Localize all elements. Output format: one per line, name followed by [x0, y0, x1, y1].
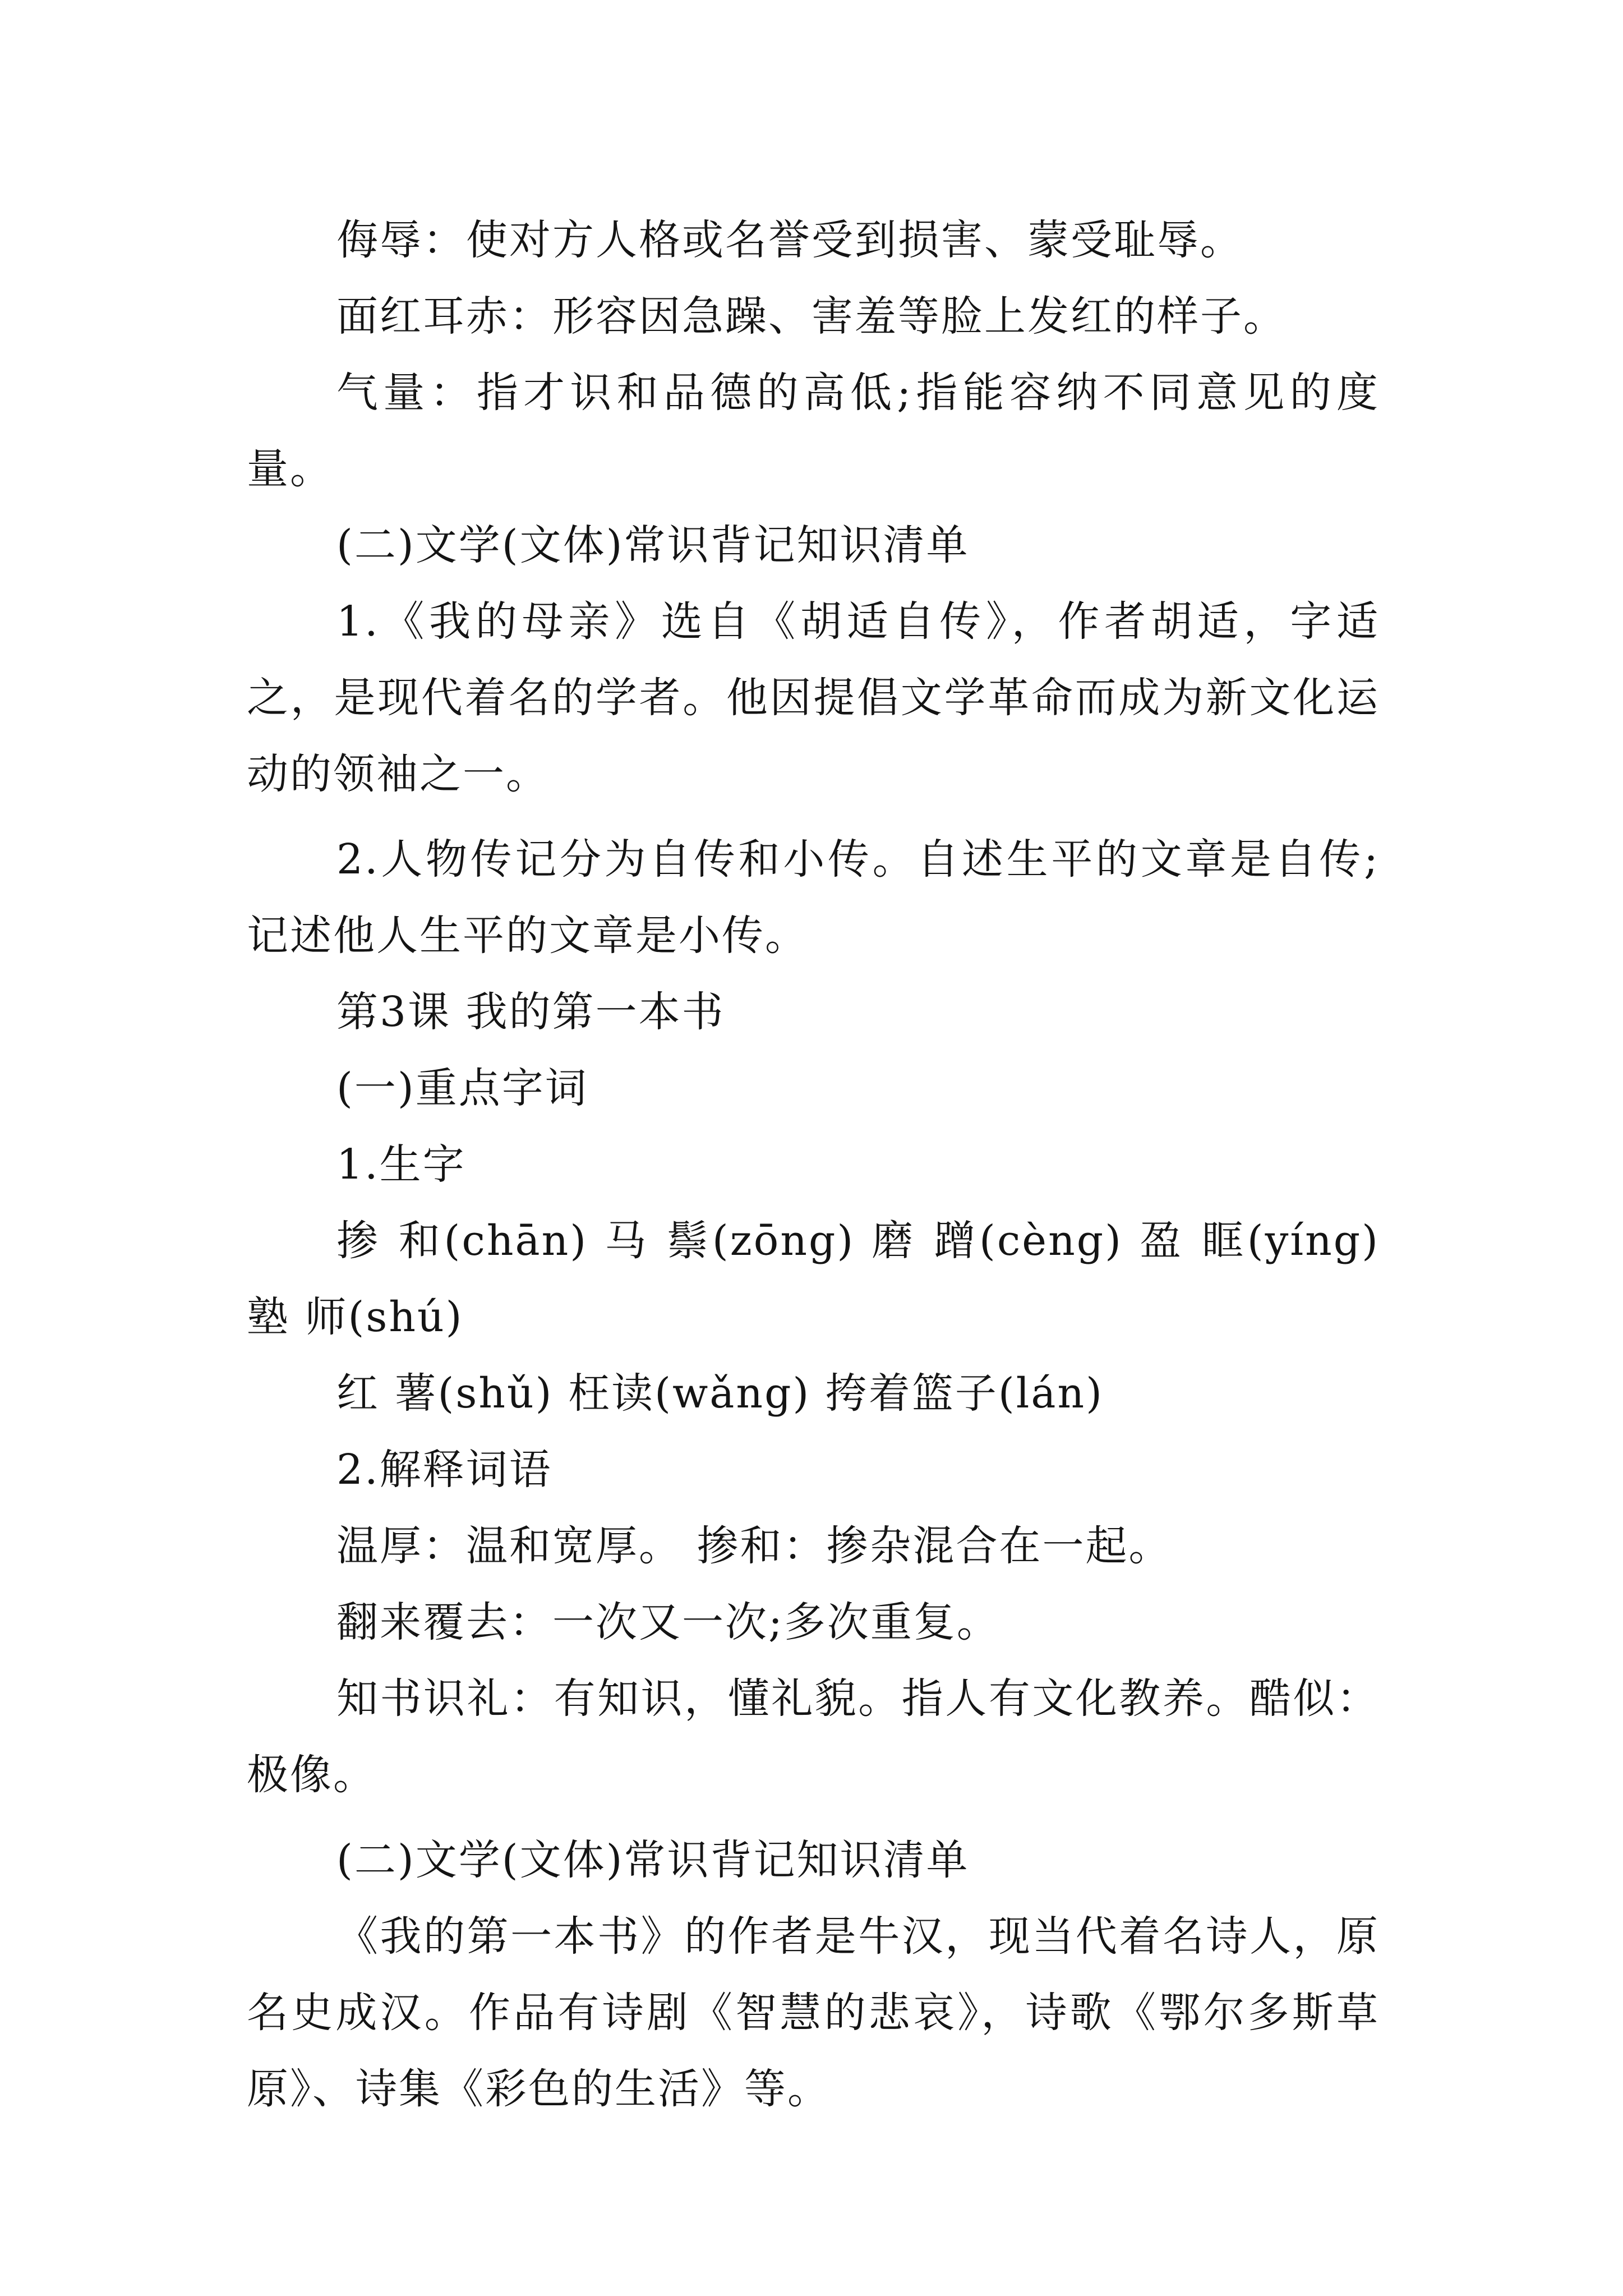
definition-tolerance: 气量：指才识和品德的高低;指能容纳不同意见的度量。 [247, 369, 1380, 493]
section-heading-literature-2: (二)文学(文体)常识背记知识清单 [336, 1836, 970, 1884]
pinyin-list-1: 掺 和(chān) 马 鬃(zōng) 磨 蹭(cèng) 盈 眶(yíng) 塾 师(shú) [247, 1217, 1380, 1341]
section-heading-literature: (二)文学(文体)常识背记知识清单 [336, 521, 970, 569]
author-note: 《我的第一本书》的作者是牛汉，现当代着名诗人，原名史成汉。作品有诗剧《智慧的悲哀》，诗歌《鄂尔多斯草原》、诗集《彩色的生活》等。 [247, 1912, 1380, 2113]
literature-note-1: 1.《我的母亲》选自《胡适自传》，作者胡适，字适之，是现代着名的学者。他因提倡文学革命而成为新文化运动的领袖之一。 [247, 597, 1380, 798]
subheading-new-characters: 1.生字 [336, 1140, 466, 1189]
definition-repeatedly: 翻来覆去：一次又一次;多次重复。 [336, 1598, 1000, 1646]
subheading-explain-words: 2.解释词语 [336, 1446, 552, 1494]
definition-gentle: 温厚：温和宽厚。 掺和：掺杂混合在一起。 [336, 1522, 1172, 1570]
lesson-title: 第3课 我的第一本书 [336, 988, 725, 1036]
definition-educated: 知书识礼：有知识，懂礼貌。指人有文化教养。酷似：极像。 [247, 1674, 1380, 1799]
definition-flushed: 面红耳赤：形容因急躁、害羞等脸上发红的样子。 [336, 292, 1287, 341]
definition-insult: 侮辱：使对方人格或名誉受到损害、蒙受耻辱。 [336, 216, 1243, 264]
section-heading-vocabulary: (一)重点字词 [336, 1064, 588, 1112]
pinyin-list-2: 红 薯(shǔ) 枉读(wǎng) 挎着篮子(lán) [336, 1369, 1104, 1418]
body-text [247, 202, 1380, 2127]
literature-note-2: 2.人物传记分为自传和小传。自述生平的文章是自传;记述他人生平的文章是小传。 [247, 835, 1380, 960]
